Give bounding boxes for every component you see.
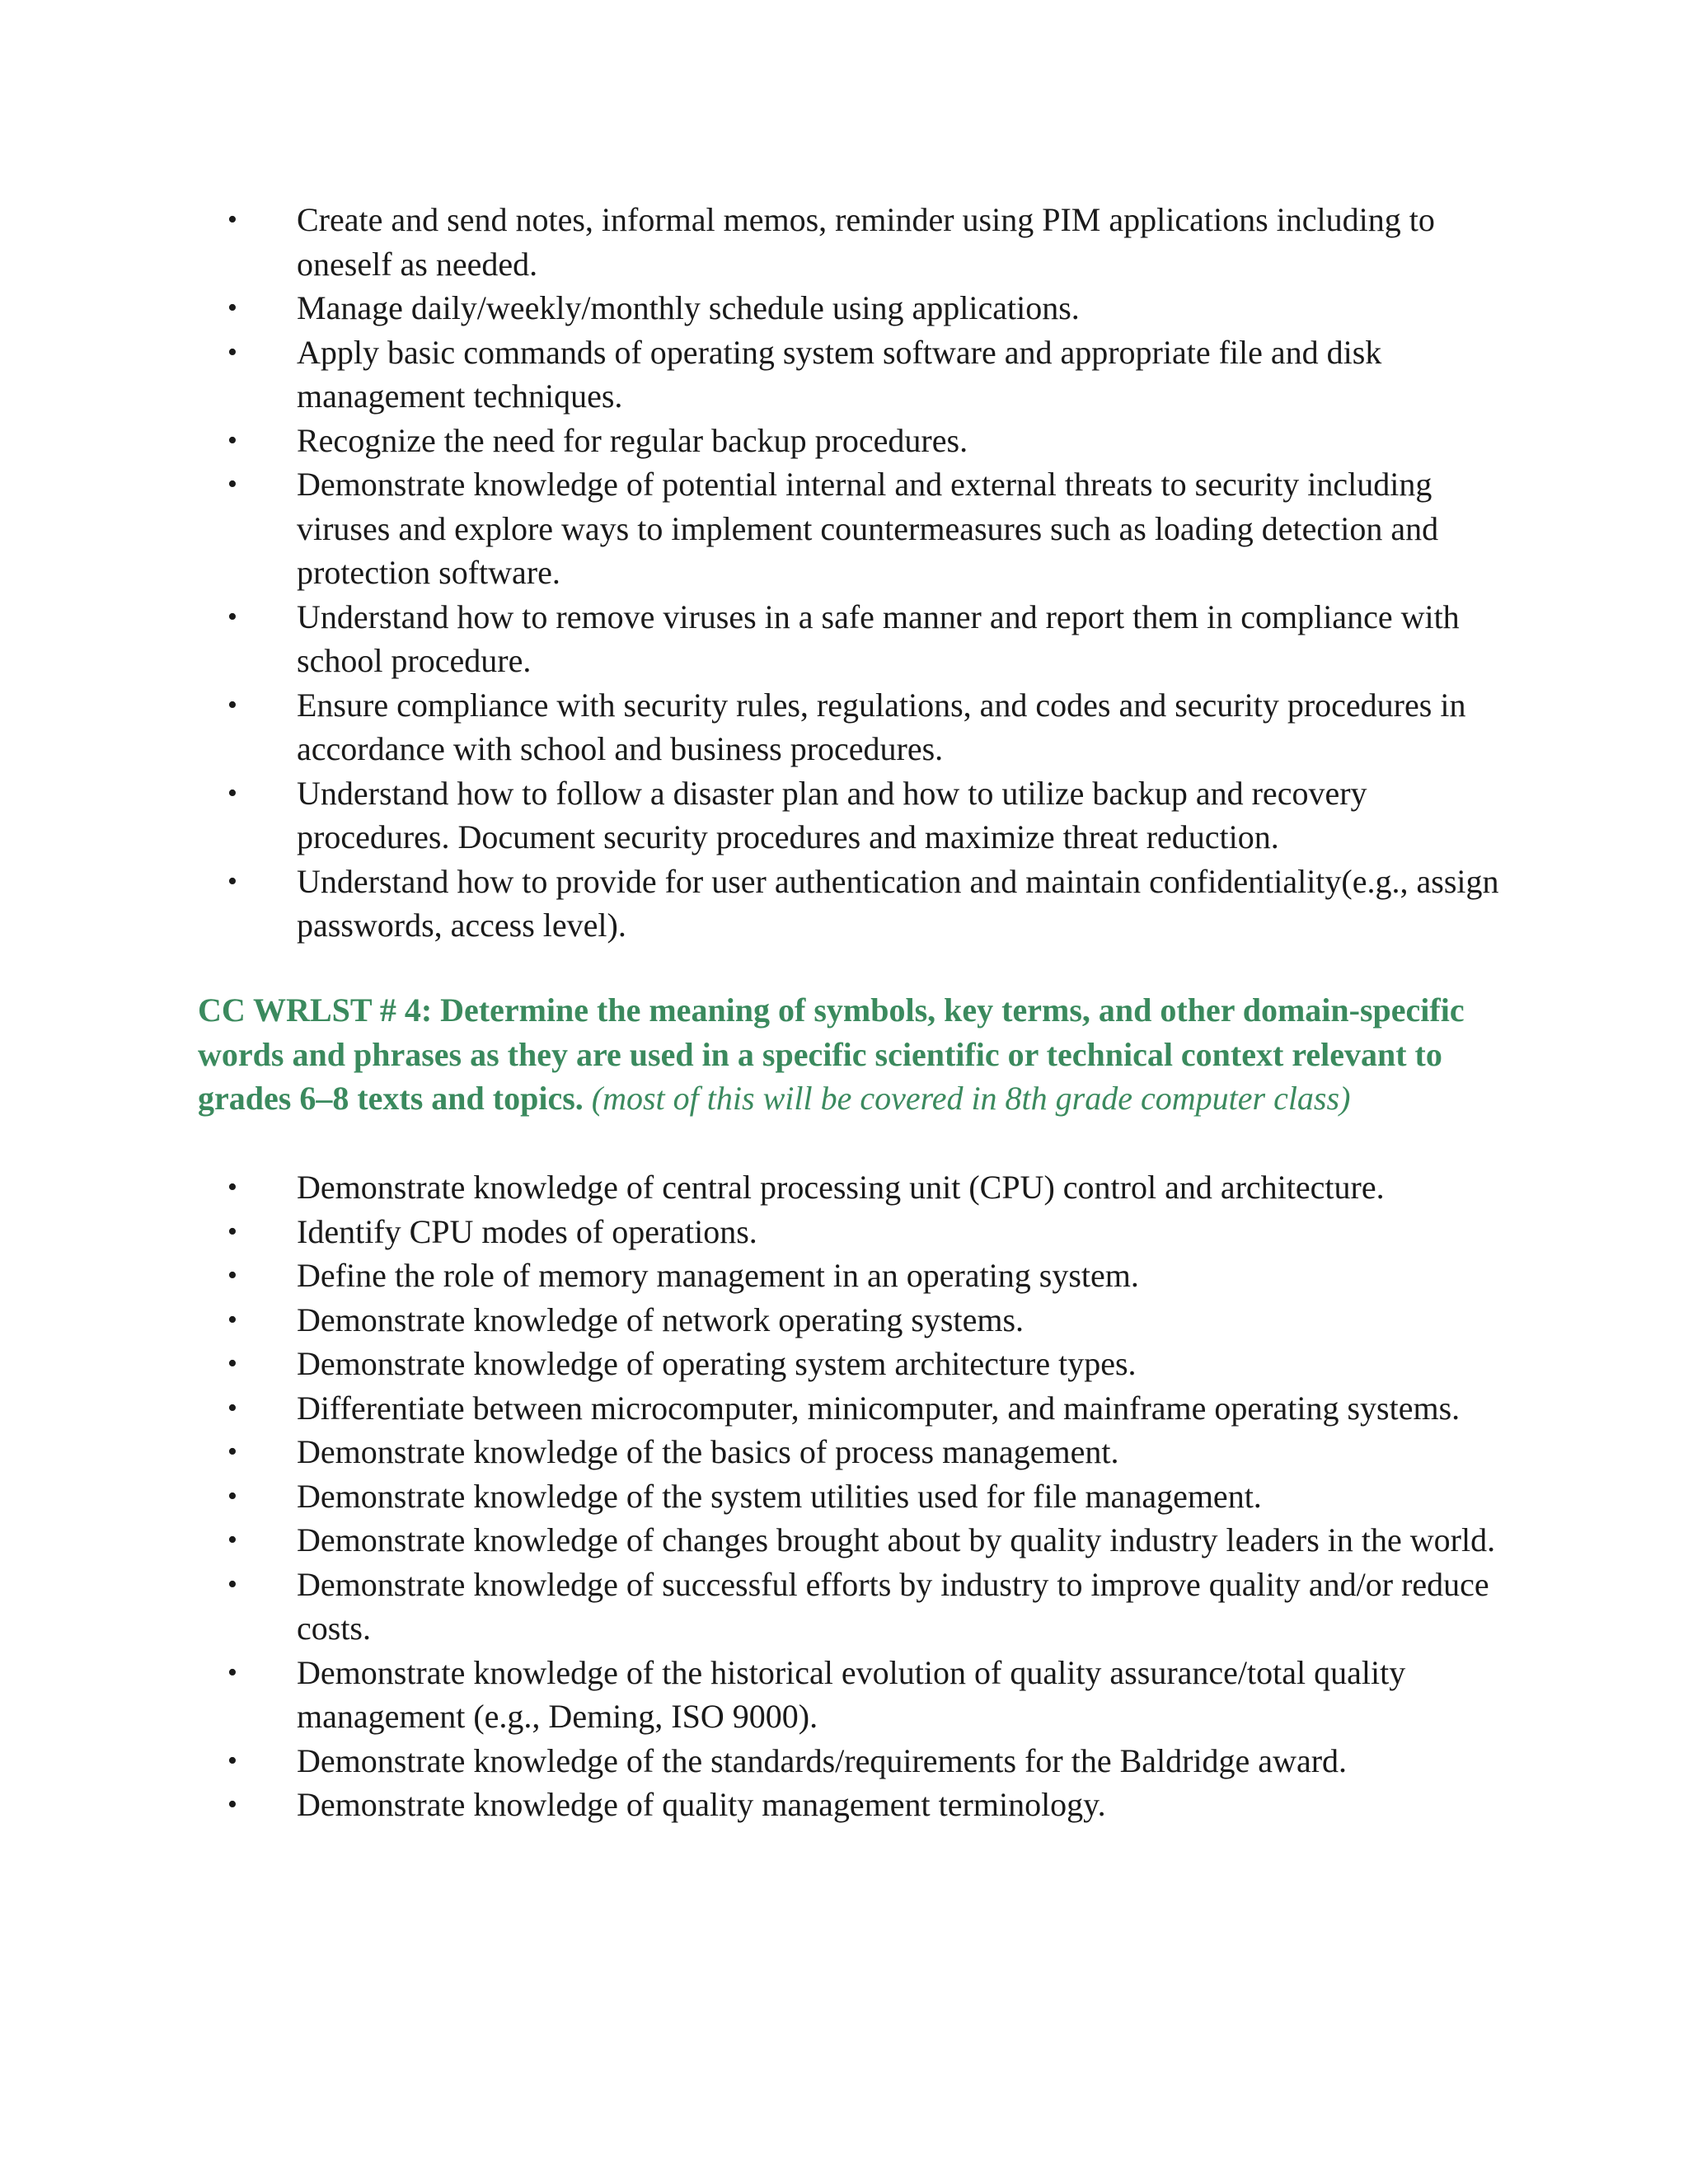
list-item bbox=[0, 1739, 1508, 1783]
bullet-icon: • bbox=[227, 1172, 237, 1202]
bullet-icon: • bbox=[227, 1216, 237, 1247]
list-item bbox=[0, 860, 1508, 948]
list-item bbox=[0, 595, 1508, 683]
bullet-icon: • bbox=[227, 336, 237, 368]
list-item-text: Demonstrate knowledge of the basics of process management. bbox=[297, 1433, 1119, 1470]
list-item-text: Define the role of memory management in an operating system. bbox=[297, 1257, 1139, 1294]
list-item-text: Understand how to follow a disaster plan and how to utilize backup and recovery procedures. Document security procedures and maximize threat reduction. bbox=[297, 774, 1367, 855]
list-item-text: Demonstrate knowledge of the historical evolution of quality assurance/total quality management (e.g., Deming, ISO 9000). bbox=[297, 1653, 1406, 1735]
bullet-icon: • bbox=[227, 1260, 237, 1291]
bullet-icon: • bbox=[227, 601, 237, 632]
operating-systems-skills-list bbox=[0, 1165, 1688, 1827]
list-item bbox=[0, 1518, 1508, 1563]
bullet-icon: • bbox=[227, 689, 237, 720]
list-item bbox=[0, 1386, 1508, 1431]
bullet-icon: • bbox=[227, 204, 237, 235]
bullet-icon: • bbox=[227, 1745, 237, 1776]
list-item-text: Demonstrate knowledge of potential internal and external threats to security including viruses and explore ways to implement countermeasures such as loading detection and protection software. bbox=[297, 466, 1439, 591]
bullet-icon: • bbox=[227, 1392, 237, 1423]
list-item bbox=[0, 1430, 1508, 1474]
list-item-text: Demonstrate knowledge of the system utilities used for file management. bbox=[297, 1477, 1262, 1515]
list-item bbox=[0, 1783, 1508, 1827]
bullet-icon: • bbox=[227, 293, 237, 323]
list-item bbox=[0, 330, 1508, 419]
bullet-icon: • bbox=[227, 1789, 237, 1820]
list-item-text: Demonstrate knowledge of successful efforts by industry to improve quality and/or reduce costs. bbox=[297, 1565, 1489, 1647]
list-item-text: Demonstrate knowledge of central processing unit (CPU) control and architecture. bbox=[297, 1169, 1385, 1206]
list-item bbox=[0, 1474, 1508, 1519]
security-skills-list bbox=[0, 198, 1688, 948]
bullet-icon: • bbox=[227, 1480, 237, 1511]
bullet-icon: • bbox=[227, 1657, 237, 1688]
bullet-icon: • bbox=[227, 469, 237, 499]
list-item bbox=[0, 419, 1508, 463]
list-item bbox=[0, 1342, 1508, 1386]
list-item-text: Demonstrate knowledge of operating system architecture types. bbox=[297, 1345, 1137, 1382]
standard-heading-title: CC WRLST # 4: Determine the meaning of symbols, key terms, and other domain-specific words and phrases as they are used in a specific scientific or technical context relevant to grades 6–8 texts and topics. bbox=[198, 991, 1465, 1117]
bullet-icon: • bbox=[227, 1525, 237, 1555]
standard-heading bbox=[198, 988, 1484, 1121]
bullet-icon: • bbox=[227, 1348, 237, 1379]
list-item bbox=[0, 1651, 1508, 1739]
list-item-text: Demonstrate knowledge of quality management terminology. bbox=[297, 1786, 1106, 1823]
list-item bbox=[0, 683, 1508, 771]
list-item-text: Demonstrate knowledge of the standards/requirements for the Baldridge award. bbox=[297, 1741, 1348, 1779]
list-item bbox=[0, 1298, 1508, 1343]
list-item bbox=[0, 286, 1508, 330]
list-item bbox=[0, 462, 1508, 595]
list-item-text: Manage daily/weekly/monthly schedule using applications. bbox=[297, 289, 1080, 326]
list-item bbox=[0, 1563, 1508, 1651]
bullet-icon: • bbox=[227, 1568, 237, 1600]
bullet-icon: • bbox=[227, 1436, 237, 1467]
list-item-text: Understand how to provide for user authentication and maintain confidentiality(e.g., assign passwords, access level). bbox=[297, 862, 1499, 944]
list-item bbox=[0, 1254, 1508, 1298]
list-item bbox=[0, 1210, 1508, 1254]
list-item-text: Ensure compliance with security rules, regulations, and codes and security procedures in accordance with school and business procedures. bbox=[297, 686, 1466, 767]
list-item-text: Demonstrate knowledge of changes brought about by quality industry leaders in the world. bbox=[297, 1521, 1496, 1558]
list-item-text: Differentiate between microcomputer, minicomputer, and mainframe operating systems. bbox=[297, 1389, 1461, 1427]
standard-heading-note: (most of this will be covered in 8th grade computer class) bbox=[591, 1080, 1351, 1117]
list-item bbox=[0, 198, 1508, 286]
list-item-text: Understand how to remove viruses in a safe manner and report them in compliance with school procedure. bbox=[297, 598, 1460, 679]
list-item bbox=[0, 1165, 1508, 1210]
bullet-icon: • bbox=[227, 777, 237, 808]
list-item-text: Apply basic commands of operating system software and appropriate file and disk management techniques. bbox=[297, 333, 1382, 415]
list-item-text: Create and send notes, informal memos, reminder using PIM applications including to oneself as needed. bbox=[297, 201, 1435, 283]
list-item-text: Recognize the need for regular backup procedures. bbox=[297, 421, 968, 459]
list-item bbox=[0, 771, 1508, 860]
bullet-icon: • bbox=[227, 424, 237, 456]
bullet-icon: • bbox=[227, 1304, 237, 1335]
bullet-icon: • bbox=[227, 865, 237, 897]
list-item-text: Demonstrate knowledge of network operating systems. bbox=[297, 1301, 1025, 1338]
list-item-text: Identify CPU modes of operations. bbox=[297, 1212, 757, 1250]
